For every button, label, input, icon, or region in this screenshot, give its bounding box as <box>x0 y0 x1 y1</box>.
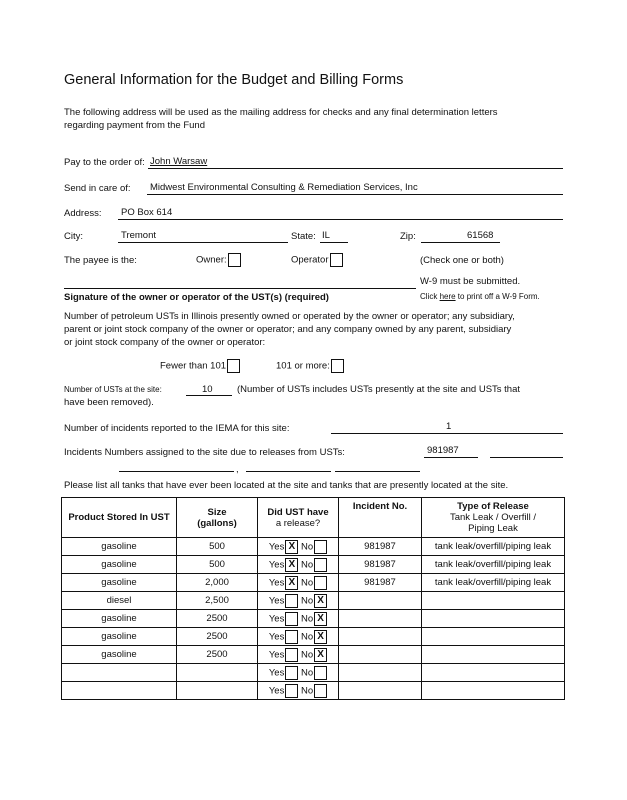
incidents-field[interactable]: 1 <box>446 421 452 432</box>
usts-note: (Number of USTs includes USTs presently at the site and USTs that <box>237 384 521 395</box>
product-cell[interactable]: diesel <box>62 592 177 610</box>
signature-label: Signature of the owner or operator of the UST(s) (required) <box>64 292 329 303</box>
no-checkbox[interactable]: X <box>314 630 327 644</box>
zip-label: Zip: <box>400 231 416 242</box>
yes-checkbox[interactable] <box>285 684 298 698</box>
no-label: No <box>300 667 314 679</box>
address-field[interactable]: PO Box 614 <box>121 207 173 218</box>
state-label: State: <box>291 231 316 242</box>
intro-line-2: regarding payment from the Fund <box>64 120 205 131</box>
size-cell[interactable]: 2,500 <box>177 592 258 610</box>
care-field[interactable]: Midwest Environmental Consulting & Remediation Services, Inc <box>150 182 418 193</box>
payee-label: The payee is the: <box>64 255 137 266</box>
incident-cell[interactable] <box>339 664 422 682</box>
usts-label: Number of USTs at the site: <box>64 385 162 394</box>
yes-label: Yes <box>268 613 285 625</box>
table-row <box>62 682 565 700</box>
product-cell[interactable]: gasoline <box>62 646 177 664</box>
release-cell <box>258 664 339 682</box>
more-label: 101 or more: <box>276 360 330 372</box>
incident-cell[interactable] <box>339 592 422 610</box>
table-row <box>62 538 565 556</box>
table-row <box>62 610 565 628</box>
no-checkbox[interactable] <box>314 666 327 680</box>
incident-cell[interactable] <box>339 610 422 628</box>
product-cell[interactable]: gasoline <box>62 610 177 628</box>
yes-label: Yes <box>268 667 285 679</box>
table-row <box>62 646 565 664</box>
release-cell <box>258 646 339 664</box>
no-checkbox[interactable] <box>314 540 327 554</box>
size-cell[interactable]: 2500 <box>177 628 258 646</box>
yes-checkbox[interactable]: X <box>285 576 298 590</box>
no-checkbox[interactable]: X <box>314 612 327 626</box>
owner-checkbox[interactable] <box>228 253 241 267</box>
product-cell[interactable]: gasoline <box>62 574 177 592</box>
release-cell <box>258 538 339 556</box>
release-cell <box>258 628 339 646</box>
release-cell <box>258 682 339 700</box>
yes-label: Yes <box>268 595 285 607</box>
incidents-label: Number of incidents reported to the IEMA for this site: <box>64 423 290 434</box>
header-product: Product Stored In UST <box>62 498 177 538</box>
release-cell <box>258 574 339 592</box>
table-row <box>62 628 565 646</box>
yes-label: Yes <box>268 559 285 571</box>
no-label: No <box>300 685 314 697</box>
product-cell[interactable] <box>62 682 177 700</box>
type-cell[interactable] <box>422 664 565 682</box>
size-cell[interactable]: 500 <box>177 538 258 556</box>
check-note: (Check one or both) <box>420 255 504 266</box>
no-label: No <box>300 631 314 643</box>
incident-cell[interactable]: 981987 <box>339 556 422 574</box>
type-cell[interactable]: tank leak/overfill/piping leak <box>422 556 565 574</box>
type-cell[interactable] <box>422 682 565 700</box>
incident-cell[interactable] <box>339 628 422 646</box>
city-field[interactable]: Tremont <box>121 230 157 241</box>
no-label: No <box>300 559 314 571</box>
no-checkbox[interactable] <box>314 576 327 590</box>
incident-cell[interactable]: 981987 <box>339 538 422 556</box>
page-title: General Information for the Budget and Billing Forms <box>64 72 404 88</box>
intro-line-1: The following address will be used as the mailing address for checks and any final determination letters <box>64 107 498 118</box>
yes-checkbox[interactable]: X <box>285 558 298 572</box>
w9-text-end: to print off a W-9 Form. <box>455 292 540 301</box>
yes-checkbox[interactable]: X <box>285 540 298 554</box>
type-cell[interactable] <box>422 592 565 610</box>
size-cell[interactable] <box>177 682 258 700</box>
state-field[interactable]: IL <box>322 230 330 241</box>
product-cell[interactable]: gasoline <box>62 556 177 574</box>
operator-checkbox[interactable] <box>330 253 343 267</box>
yes-label: Yes <box>268 631 285 643</box>
incident-numbers-label: Incidents Numbers assigned to the site due to releases from USTs: <box>64 447 345 458</box>
size-cell[interactable]: 2500 <box>177 646 258 664</box>
form-page: General Information for the Budget and Billing Forms The following address will be used as the mailing address for checks and any final determination letters regarding payment from the Fund Pay to the order of: John Warsaw Send in care of: Midwest Environmental Consulting & Remediation Services, Inc Address: PO Box 614 City: Tremont State: IL Zip: 61568 The payee is the: Owner: Operator (Check one or both) W-9 must be submitted. Signature of the owner or operator of the UST(s) (required) Click here to print off a W-9 Form. Number of petroleum USTs in Illinois presently owned or operated by the owner or operator; any subsidiary, parent or joint stock company of the owner or operator; and any company owned by any parent, subsidiary or joint stock company of the owner or operator: Fewer than 101 101 or more: Number of USTs at the site: 10 (Number of USTs includes USTs presently at the site and USTs that have been removed). Number of incidents reported to the IEMA for this site: 1 Incidents Numbers assigned to the site due to releases from USTs: 981987 , Please list all tanks that have ever been located at the site and tanks that are presently located at the site. Product Stored In UST Size (gallons) Did UST have a release? Incident No. Type of Release Tank Leak / Overfill / Piping Leak gasoline 500 Yes X No 981987 tank leak/overfill/piping leak gasoline 500 Yes X No 981987 tank leak/overfill/piping leak gasoline 2,000 Yes X No 981987 tank leak/overfill/piping leak diesel 2,500 Yes No X gasoline 2500 Yes No X gasoline 2500 Yes No X gasoline 2500 Yes No X Yes No Yes No <box>0 0 627 800</box>
incident-cell[interactable] <box>339 682 422 700</box>
yes-checkbox[interactable] <box>285 666 298 680</box>
type-cell[interactable] <box>422 628 565 646</box>
product-cell[interactable]: gasoline <box>62 538 177 556</box>
size-cell[interactable]: 2500 <box>177 610 258 628</box>
yes-checkbox[interactable] <box>285 612 298 626</box>
w9-note: W-9 must be submitted. <box>420 276 521 287</box>
no-label: No <box>300 613 314 625</box>
no-checkbox[interactable]: X <box>314 594 327 608</box>
product-cell[interactable] <box>62 664 177 682</box>
w9-text: Click <box>420 292 440 301</box>
city-label: City: <box>64 231 83 242</box>
yes-checkbox[interactable] <box>285 648 298 662</box>
zip-field[interactable]: 61568 <box>467 230 494 241</box>
tanks-table <box>61 497 565 700</box>
no-label: No <box>300 577 314 589</box>
count-text-3: or joint stock company of the owner or operator: <box>64 337 266 348</box>
w9-link[interactable]: here <box>439 292 456 301</box>
header-size: Size (gallons) <box>177 498 258 538</box>
size-cell[interactable]: 500 <box>177 556 258 574</box>
yes-label: Yes <box>268 649 285 661</box>
product-cell[interactable]: gasoline <box>62 628 177 646</box>
count-text-2: parent or joint stock company of the owner or operator; and any company owned by any parent, subsidiary <box>64 324 512 335</box>
type-cell[interactable] <box>422 646 565 664</box>
type-cell[interactable]: tank leak/overfill/piping leak <box>422 538 565 556</box>
list-label: Please list all tanks that have ever been located at the site and tanks that are presently located at the site. <box>64 480 509 491</box>
usts-field[interactable]: 10 <box>202 384 213 395</box>
incident-cell[interactable] <box>339 646 422 664</box>
address-label: Address: <box>64 208 102 219</box>
yes-label: Yes <box>268 685 285 697</box>
yes-checkbox[interactable] <box>285 630 298 644</box>
pay-label: Pay to the order of: <box>64 157 145 168</box>
incident-numbers-field[interactable]: 981987 <box>427 445 459 456</box>
incident-cell[interactable]: 981987 <box>339 574 422 592</box>
header-release: Did UST have a release? <box>258 498 339 538</box>
pay-field[interactable]: John Warsaw <box>150 156 208 167</box>
release-cell <box>258 610 339 628</box>
table-row <box>62 556 565 574</box>
release-cell <box>258 592 339 610</box>
no-label: No <box>300 541 314 553</box>
table-row <box>62 664 565 682</box>
header-incident: Incident No. <box>339 498 422 538</box>
care-label: Send in care of: <box>64 183 131 194</box>
size-cell[interactable] <box>177 664 258 682</box>
table-row <box>62 574 565 592</box>
header-type: Type of Release Tank Leak / Overfill / Piping Leak <box>422 498 565 538</box>
fewer-checkbox[interactable] <box>227 359 240 373</box>
no-label: No <box>300 649 314 661</box>
type-cell[interactable] <box>422 610 565 628</box>
no-checkbox[interactable] <box>314 558 327 572</box>
more-checkbox[interactable] <box>331 359 344 373</box>
yes-label: Yes <box>268 577 285 589</box>
no-checkbox[interactable] <box>314 684 327 698</box>
count-text-1: Number of petroleum USTs in Illinois presently owned or operated by the owner or operator; any subsidiary, <box>64 311 515 322</box>
release-cell <box>258 556 339 574</box>
no-label: No <box>300 595 314 607</box>
yes-label: Yes <box>268 541 285 553</box>
fewer-label: Fewer than 101 <box>160 360 227 372</box>
usts-note-2: have been removed). <box>64 397 154 408</box>
owner-label: Owner: <box>196 254 227 266</box>
table-row <box>62 592 565 610</box>
type-cell[interactable]: tank leak/overfill/piping leak <box>422 574 565 592</box>
no-checkbox[interactable]: X <box>314 648 327 662</box>
yes-checkbox[interactable] <box>285 594 298 608</box>
size-cell[interactable]: 2,000 <box>177 574 258 592</box>
operator-label: Operator <box>291 254 329 266</box>
